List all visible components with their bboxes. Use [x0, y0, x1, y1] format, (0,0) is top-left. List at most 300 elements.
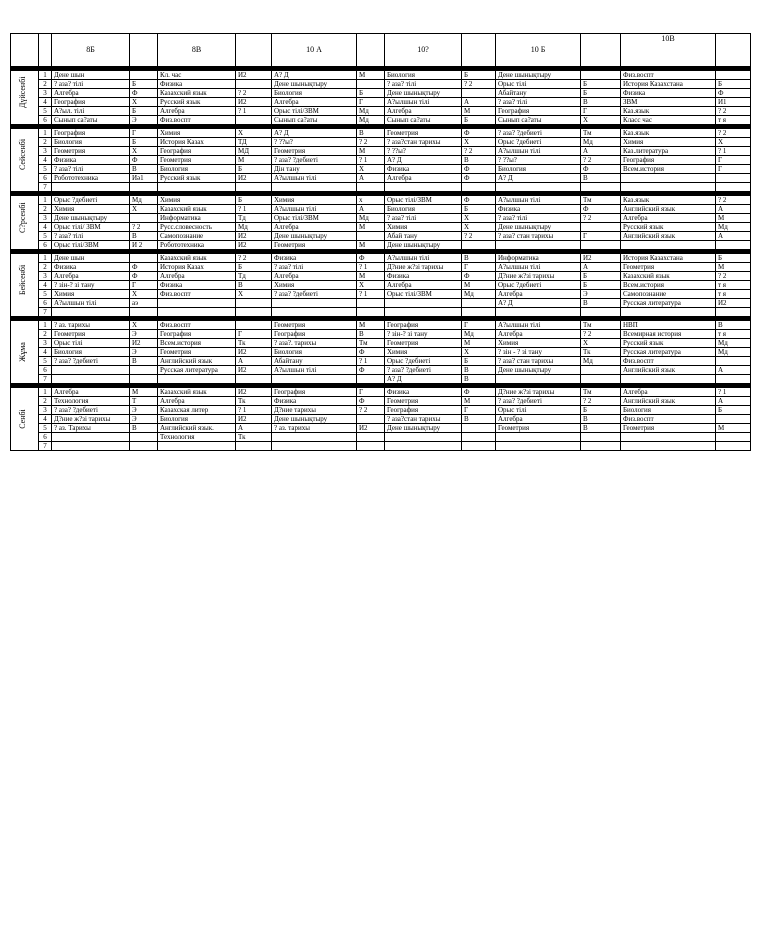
teacher-code-cell: Б: [716, 254, 751, 263]
teacher-code-cell: Ф: [357, 254, 385, 263]
teacher-code-cell: ? 2: [581, 397, 621, 406]
teacher-code-cell: [581, 442, 621, 451]
teacher-code-cell: Ф: [462, 388, 496, 397]
subject-cell: Геометрия: [621, 424, 716, 433]
subject-cell: Алгебра: [52, 272, 130, 281]
teacher-code-cell: [236, 183, 272, 192]
subject-cell: НВП: [621, 321, 716, 330]
subject-cell: Геометрия: [621, 263, 716, 272]
teacher-code-cell: И2: [130, 339, 158, 348]
subject-cell: География: [158, 330, 236, 339]
timetable-sheet: [10, 33, 751, 451]
subject-cell: Геометрия: [272, 241, 357, 250]
teacher-code-cell: И2: [236, 388, 272, 397]
teacher-code-cell: [581, 308, 621, 317]
day-name-cell: [11, 388, 39, 451]
teacher-code-cell: И2: [236, 98, 272, 107]
subject-cell: Английский язык: [621, 366, 716, 375]
teacher-code-cell: Х: [130, 205, 158, 214]
subject-cell: Робототехника: [158, 241, 236, 250]
teacher-code-cell: И2: [716, 299, 751, 308]
teacher-code-cell: А: [716, 232, 751, 241]
teacher-code-cell: Иә1: [130, 174, 158, 183]
subject-cell: Химия: [158, 129, 236, 138]
subject-cell: История Казах: [158, 138, 236, 147]
subject-cell: География: [272, 330, 357, 339]
teacher-code-cell: Ф: [716, 89, 751, 98]
teacher-code-cell: [130, 308, 158, 317]
subject-cell: [621, 174, 716, 183]
teacher-code-cell: [716, 415, 751, 424]
lesson-number: 5: [39, 107, 52, 116]
subject-cell: Технология: [52, 397, 130, 406]
teacher-code-cell: Г: [716, 156, 751, 165]
lesson-row: [11, 254, 751, 263]
subject-cell: География: [496, 107, 581, 116]
subject-cell: Казахский язык: [158, 254, 236, 263]
subject-cell: Физика: [158, 80, 236, 89]
teacher-code-cell: [357, 299, 385, 308]
subject-cell: ? аз. тарихы: [52, 321, 130, 330]
teacher-code-cell: [236, 116, 272, 125]
subject-cell: Биология: [52, 138, 130, 147]
subject-cell: Биология: [385, 71, 462, 80]
subject-cell: Алгебра: [52, 388, 130, 397]
teacher-code-cell: [581, 375, 621, 384]
teacher-code-cell: [357, 442, 385, 451]
teacher-code-cell: ? 2: [716, 272, 751, 281]
teacher-code-cell: Б: [236, 263, 272, 272]
subject-cell: Дене шынықтыру: [272, 80, 357, 89]
subject-cell: ? аза? ?дебиеті: [272, 290, 357, 299]
teacher-code-cell: Х: [581, 116, 621, 125]
subject-cell: Алгебра: [496, 290, 581, 299]
subject-cell: Физика: [52, 156, 130, 165]
teacher-code-cell: Б: [462, 71, 496, 80]
teacher-code-cell: Г: [462, 406, 496, 415]
teacher-code-cell: И 2: [130, 241, 158, 250]
teacher-code-cell: Тк: [236, 397, 272, 406]
subject-cell: Класс час: [621, 116, 716, 125]
lesson-row: [11, 375, 751, 384]
teacher-code-cell: И2: [236, 348, 272, 357]
subject-cell: Д?ние ж?зі тарихы: [496, 272, 581, 281]
teacher-code-cell: ? 2: [130, 223, 158, 232]
subject-cell: [52, 183, 130, 192]
lesson-number: 1: [39, 196, 52, 205]
subject-cell: Алгебра: [496, 415, 581, 424]
subject-cell: Дене шынықтыру: [385, 89, 462, 98]
teacher-code-cell: Мд: [581, 138, 621, 147]
lesson-number: 4: [39, 348, 52, 357]
teacher-code-cell: [357, 183, 385, 192]
subject-cell: Биология: [272, 348, 357, 357]
teacher-code-cell: ? 1: [716, 147, 751, 156]
subject-cell: Русский язык: [158, 174, 236, 183]
teacher-code-cell: Б: [581, 272, 621, 281]
teacher-code-cell: Г: [236, 330, 272, 339]
teacher-code-cell: А: [357, 174, 385, 183]
teacher-code-cell: Б: [236, 165, 272, 174]
day-name-cell: [11, 196, 39, 250]
teacher-code-cell: ? 1: [357, 357, 385, 366]
class-header: 10?: [385, 34, 462, 67]
subject-cell: Казахский язык: [621, 272, 716, 281]
subject-cell: Биология: [158, 415, 236, 424]
teacher-code-cell: [357, 375, 385, 384]
teacher-code-cell: Г: [357, 388, 385, 397]
lesson-number: 2: [39, 138, 52, 147]
teacher-code-cell: Х: [130, 147, 158, 156]
lesson-number: 7: [39, 442, 52, 451]
subject-cell: [158, 299, 236, 308]
lesson-row: [11, 442, 751, 451]
day-name-cell: [11, 71, 39, 125]
subject-cell: [621, 308, 716, 317]
teacher-code-cell: Тм: [581, 196, 621, 205]
subject-cell: Геометрия: [385, 129, 462, 138]
subject-cell: Биология: [272, 89, 357, 98]
teacher-code-cell: Х: [236, 290, 272, 299]
lesson-number: 3: [39, 147, 52, 156]
subject-cell: ? аза? тілі: [496, 214, 581, 223]
subject-cell: А?ылшын тілі: [385, 254, 462, 263]
subject-cell: Самопознание: [158, 232, 236, 241]
teacher-code-cell: Х: [236, 129, 272, 138]
subject-cell: А? Д: [496, 174, 581, 183]
subject-cell: Английский язык.: [158, 424, 236, 433]
lesson-row: [11, 147, 751, 156]
subject-cell: Дене шын: [52, 254, 130, 263]
lesson-number: 6: [39, 433, 52, 442]
subject-cell: [272, 299, 357, 308]
teacher-code-cell: Г: [357, 98, 385, 107]
subject-cell: Химия: [385, 223, 462, 232]
teacher-code-cell: Г: [462, 263, 496, 272]
subject-cell: Геометрия: [385, 339, 462, 348]
teacher-code-cell: В: [130, 357, 158, 366]
lesson-number: 5: [39, 424, 52, 433]
teacher-code-cell: [581, 71, 621, 80]
teacher-code-cell: Х: [357, 165, 385, 174]
subject-cell: География: [158, 147, 236, 156]
teacher-code-cell: [130, 183, 158, 192]
subject-cell: ЗВМ: [621, 98, 716, 107]
subject-cell: Орыс ?дебиеті: [496, 138, 581, 147]
subject-cell: Дене шынықтыру: [496, 223, 581, 232]
teacher-code-cell: Б: [462, 357, 496, 366]
lesson-number: 2: [39, 397, 52, 406]
teacher-code-cell: [236, 321, 272, 330]
lesson-number: 5: [39, 357, 52, 366]
lesson-number: 3: [39, 406, 52, 415]
teacher-code-cell: Х: [462, 348, 496, 357]
teacher-code-cell: Мд: [716, 348, 751, 357]
subject-cell: Физика: [496, 205, 581, 214]
teacher-code-cell: ? 1: [716, 388, 751, 397]
subject-cell: Химия: [621, 138, 716, 147]
subject-cell: Химия: [385, 348, 462, 357]
teacher-code-cell: Ф: [581, 165, 621, 174]
teacher-code-cell: Б: [130, 138, 158, 147]
teacher-code-cell: [236, 299, 272, 308]
subject-cell: Биология: [496, 165, 581, 174]
teacher-code-cell: А: [716, 397, 751, 406]
subject-cell: Алгебра: [621, 388, 716, 397]
subject-cell: География: [52, 129, 130, 138]
subject-cell: [496, 375, 581, 384]
day-name-cell: [11, 254, 39, 317]
lesson-row: [11, 80, 751, 89]
teacher-code-cell: МД: [236, 147, 272, 156]
teacher-code-cell: В: [462, 375, 496, 384]
teacher-code-cell: Мд: [357, 107, 385, 116]
teacher-code-cell: Х: [357, 281, 385, 290]
teacher-code-cell: Б: [130, 107, 158, 116]
teacher-code-cell: Мд: [716, 223, 751, 232]
subject-cell: Русская литература: [621, 348, 716, 357]
day-name: Сейсенбі: [18, 138, 27, 170]
lesson-row: [11, 272, 751, 281]
teacher-code-cell: Ф: [357, 348, 385, 357]
subject-cell: Химия: [272, 281, 357, 290]
subject-cell: А?ылшын тілі: [385, 98, 462, 107]
subject-cell: Алгебра: [272, 223, 357, 232]
teacher-code-cell: [581, 366, 621, 375]
teacher-code-cell: В: [462, 366, 496, 375]
lesson-row: [11, 308, 751, 317]
class-header-spacer: [130, 34, 158, 67]
teacher-code-cell: Г: [130, 281, 158, 290]
subject-cell: [496, 308, 581, 317]
subject-cell: Каз.язык: [621, 196, 716, 205]
class-header: 10 А: [272, 34, 357, 67]
lesson-number: 6: [39, 116, 52, 125]
subject-cell: Биология: [52, 348, 130, 357]
lesson-number: 6: [39, 174, 52, 183]
teacher-code-cell: Б: [581, 281, 621, 290]
teacher-code-cell: Х: [130, 321, 158, 330]
lesson-row: [11, 424, 751, 433]
teacher-code-cell: М: [716, 424, 751, 433]
subject-cell: Геометрия: [496, 424, 581, 433]
subject-cell: ? аза? тілі: [52, 80, 130, 89]
teacher-code-cell: Г: [130, 129, 158, 138]
subject-cell: Геометрия: [272, 147, 357, 156]
subject-cell: География: [385, 321, 462, 330]
subject-cell: ? зін - ? зі тану: [496, 348, 581, 357]
teacher-code-cell: Э: [130, 415, 158, 424]
teacher-code-cell: Ф: [130, 89, 158, 98]
teacher-code-cell: Б: [236, 196, 272, 205]
subject-cell: Самопознание: [621, 290, 716, 299]
teacher-code-cell: В: [357, 330, 385, 339]
teacher-code-cell: Ф: [462, 272, 496, 281]
subject-cell: Орыс тілі/ЗВМ: [52, 241, 130, 250]
teacher-code-cell: Тм: [357, 339, 385, 348]
teacher-code-cell: [716, 174, 751, 183]
subject-cell: А?ылшын тілі: [496, 263, 581, 272]
lesson-number: 1: [39, 388, 52, 397]
subject-cell: ? аза? ?дебиеті: [496, 397, 581, 406]
teacher-code-cell: И2: [236, 71, 272, 80]
teacher-code-cell: ? 1: [357, 156, 385, 165]
subject-cell: Алгебра: [158, 107, 236, 116]
subject-cell: Дене шынықтыру: [496, 366, 581, 375]
teacher-code-cell: Э: [581, 290, 621, 299]
lesson-row: [11, 366, 751, 375]
class-header: 8Б: [52, 34, 130, 67]
class-header-spacer: [357, 34, 385, 67]
subject-cell: ? аза? ?дебиеті: [52, 357, 130, 366]
teacher-code-cell: А: [716, 366, 751, 375]
subject-cell: Алгебра: [272, 272, 357, 281]
teacher-code-cell: [130, 254, 158, 263]
lesson-row: [11, 138, 751, 147]
subject-cell: История Казахстана: [621, 80, 716, 89]
teacher-code-cell: [462, 183, 496, 192]
subject-cell: Орыс тілі/ЗВМ: [385, 196, 462, 205]
lesson-row: [11, 290, 751, 299]
subject-cell: [385, 433, 462, 442]
lesson-row: [11, 214, 751, 223]
subject-cell: Дене шынықтыру: [272, 415, 357, 424]
teacher-code-cell: [716, 357, 751, 366]
subject-cell: Информатика: [158, 214, 236, 223]
teacher-code-cell: М: [462, 281, 496, 290]
teacher-code-cell: М: [357, 321, 385, 330]
teacher-code-cell: ? 2: [716, 107, 751, 116]
lesson-row: [11, 129, 751, 138]
teacher-code-cell: А: [236, 357, 272, 366]
lesson-row: [11, 415, 751, 424]
teacher-code-cell: Ф: [357, 397, 385, 406]
subject-cell: Английский язык: [158, 357, 236, 366]
lesson-row: [11, 388, 751, 397]
teacher-code-cell: [581, 183, 621, 192]
subject-cell: Казахский язык: [158, 89, 236, 98]
teacher-code-cell: ? 2: [716, 129, 751, 138]
teacher-code-cell: [357, 415, 385, 424]
subject-cell: ? ??ы?: [385, 147, 462, 156]
subject-cell: Сынып са?аты: [52, 116, 130, 125]
subject-cell: [385, 183, 462, 192]
subject-cell: Физика: [621, 89, 716, 98]
lesson-row: [11, 241, 751, 250]
lesson-number: 1: [39, 71, 52, 80]
teacher-code-cell: [236, 442, 272, 451]
subject-cell: Алгебра: [496, 330, 581, 339]
lesson-number: 7: [39, 375, 52, 384]
teacher-code-cell: В: [357, 129, 385, 138]
teacher-code-cell: т я: [716, 116, 751, 125]
subject-cell: Физ.воспт: [158, 290, 236, 299]
subject-cell: Физ.воспт: [158, 116, 236, 125]
teacher-code-cell: [462, 241, 496, 250]
subject-cell: Химия: [158, 196, 236, 205]
subject-cell: Физика: [272, 254, 357, 263]
subject-cell: А?ылшын тілі: [496, 321, 581, 330]
subject-cell: Биология: [158, 165, 236, 174]
subject-cell: Дене шын: [52, 71, 130, 80]
lesson-row: [11, 183, 751, 192]
subject-cell: ? аза? ?дебиеті: [52, 406, 130, 415]
lesson-number: 6: [39, 366, 52, 375]
subject-cell: Алгебра: [52, 89, 130, 98]
teacher-code-cell: В: [581, 424, 621, 433]
subject-cell: Химия: [52, 290, 130, 299]
teacher-code-cell: т я: [716, 281, 751, 290]
subject-cell: Физика: [385, 165, 462, 174]
subject-cell: Дене шынықтыру: [52, 214, 130, 223]
subject-cell: Физика: [158, 281, 236, 290]
lesson-number: 2: [39, 205, 52, 214]
subject-cell: Орыс ?дебиеті: [52, 196, 130, 205]
lesson-number: 4: [39, 98, 52, 107]
lesson-number: 4: [39, 415, 52, 424]
teacher-code-cell: Ф: [581, 205, 621, 214]
teacher-code-cell: ? 1: [236, 205, 272, 214]
subject-cell: Казахский язык: [158, 388, 236, 397]
teacher-code-cell: И2: [236, 415, 272, 424]
subject-cell: История Казахстана: [621, 254, 716, 263]
subject-cell: [621, 241, 716, 250]
teacher-code-cell: Г: [462, 321, 496, 330]
teacher-code-cell: [357, 232, 385, 241]
teacher-code-cell: ? 2: [236, 89, 272, 98]
teacher-code-cell: [716, 183, 751, 192]
subject-cell: Абайтану: [496, 89, 581, 98]
subject-cell: ? ??ы?: [496, 156, 581, 165]
subject-cell: Русский язык: [621, 339, 716, 348]
subject-cell: Физ.воспт: [621, 71, 716, 80]
teacher-code-cell: ? 1: [357, 263, 385, 272]
teacher-code-cell: А: [357, 205, 385, 214]
subject-cell: Геометрия: [52, 330, 130, 339]
teacher-code-cell: В: [581, 299, 621, 308]
teacher-code-cell: ? 2: [462, 147, 496, 156]
subject-cell: Всем.история: [621, 165, 716, 174]
teacher-code-cell: М: [716, 214, 751, 223]
lesson-row: [11, 196, 751, 205]
day-name-cell: [11, 321, 39, 384]
subject-cell: Биология: [621, 406, 716, 415]
lesson-row: [11, 397, 751, 406]
subject-cell: Каз.язык: [621, 107, 716, 116]
subject-cell: Орыс тілі: [496, 406, 581, 415]
subject-cell: А? Д: [385, 156, 462, 165]
class-header: 10В: [621, 34, 716, 67]
teacher-code-cell: ТД: [236, 138, 272, 147]
lesson-number: 3: [39, 214, 52, 223]
teacher-code-cell: Мд: [462, 290, 496, 299]
lesson-row: [11, 98, 751, 107]
teacher-code-cell: Б: [581, 80, 621, 89]
teacher-code-cell: Ф: [357, 366, 385, 375]
teacher-code-cell: И1: [716, 98, 751, 107]
subject-cell: Физ.воспт: [158, 321, 236, 330]
teacher-code-cell: И2: [236, 232, 272, 241]
day-name-cell: [11, 129, 39, 192]
subject-cell: Орыс тілі/ЗВМ: [272, 107, 357, 116]
teacher-code-cell: [236, 375, 272, 384]
subject-cell: [385, 442, 462, 451]
teacher-code-cell: Б: [130, 80, 158, 89]
teacher-code-cell: Ф: [462, 165, 496, 174]
teacher-code-cell: М: [357, 223, 385, 232]
teacher-code-cell: Мд: [581, 357, 621, 366]
teacher-code-cell: М: [357, 241, 385, 250]
